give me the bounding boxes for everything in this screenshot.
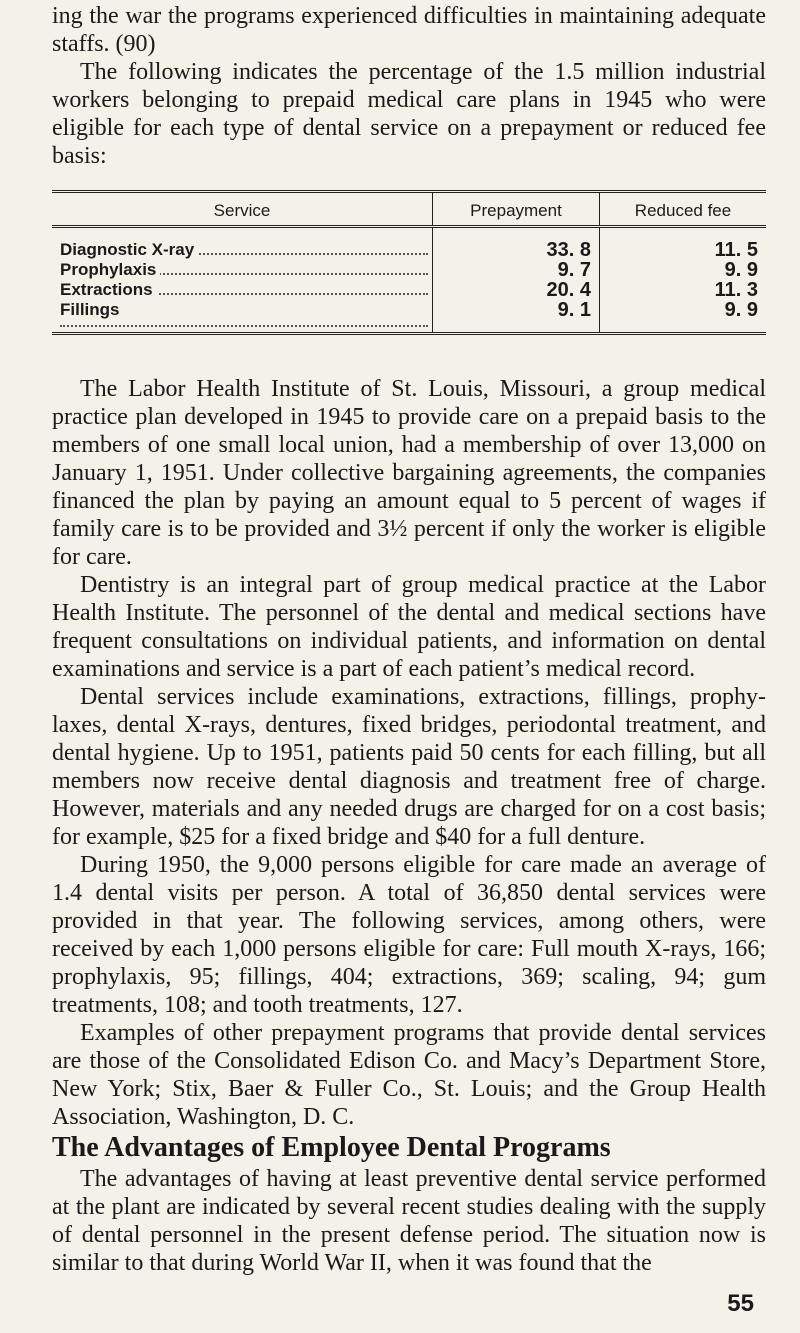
- table-row: [52, 300, 766, 334]
- header-reduced-fee: Reduced fee: [600, 192, 767, 227]
- row-prepayment-value: 33. 8: [433, 227, 600, 261]
- service-label: Fillings: [60, 300, 124, 319]
- header-prepayment: Prepayment: [433, 192, 600, 227]
- dental-service-table: [52, 190, 766, 335]
- section-heading: The Advantages of Employee Dental Programs: [52, 1132, 611, 1163]
- paragraph-dental-services: Dental services include examinations, extractions, fillings, prophylaxes, dental X-rays, dentures, fixed bridges, periodontal treatment, and dental hygiene. Up to 1951, patients paid 50 cents for each filling, but all members now receive dental diagnosis and treatment free of charge. However, materials and any needed drugs are charged for on a cost basis; for example, $25 for a fixed bridge and $40 for a full denture.: [52, 684, 766, 850]
- table-row: [52, 260, 766, 280]
- service-label: Extractions: [60, 280, 157, 299]
- row-reduced-value: 11. 5: [600, 227, 767, 261]
- paragraph-advantages: The advantages of having at least preventive dental service performed at the plant are indicated by several recent studies dealing with the supply of dental personnel in the present defense period. The situation now is similar to that during World War II, when it was found that the: [52, 1166, 766, 1276]
- row-service-name: [52, 227, 433, 261]
- paragraph-table-intro: The following indicates the percentage of the 1.5 million industrial workers belonging to prepaid medical care plans in 1945 who were eligible for each type of dental service on a prepayment or reduced fee basis:: [52, 59, 766, 169]
- row-reduced-value: 9. 9: [600, 300, 767, 334]
- row-prepayment-value: 9. 7: [433, 260, 600, 280]
- table-row: [52, 227, 766, 261]
- page-number: 55: [727, 1290, 754, 1317]
- row-service-name: [52, 280, 433, 300]
- paragraph-examples: Examples of other prepayment programs that provide dental services are those of the Consolidated Edison Co. and Macy’s Department Store, New York; Stix, Baer & Fuller Co., St. Louis; and the Group Health Association, Washington, D. C.: [52, 1020, 766, 1130]
- service-label: Diagnostic X-ray: [60, 240, 198, 259]
- service-label: Prophylaxis: [60, 260, 160, 279]
- header-service: Service: [52, 192, 433, 227]
- row-service-name: [52, 300, 433, 334]
- row-reduced-value: 9. 9: [600, 260, 767, 280]
- table-row: [52, 280, 766, 300]
- row-prepayment-value: 20. 4: [433, 280, 600, 300]
- table-header-row: [52, 192, 766, 227]
- paragraph-labor-health-institute: The Labor Health Institute of St. Louis, Missouri, a group medical practice plan developed in 1945 to provide care on a prepaid basis to the members of one small local union, had a membership of over 13,000 on January 1, 1951. Under collective bargaining agreements, the companies financed the plan by paying an amount equal to 5 percent of wages if family care is to be provided and 3½ percent if only the worker is eligible for care.: [52, 376, 766, 570]
- row-reduced-value: 11. 3: [600, 280, 767, 300]
- row-service-name: [52, 260, 433, 280]
- paragraph-continuation: ing the war the programs experienced difficulties in maintaining adequate staffs. (90): [52, 3, 766, 57]
- paragraph-dentistry: Dentistry is an integral part of group medical practice at the Labor Health Institute. The personnel of the dental and medical sections have frequent consultations on individual patients, and information on dental examinations and service is a part of each patient’s medical record.: [52, 572, 766, 682]
- paragraph-1950-statistics: During 1950, the 9,000 persons eligible for care made an average of 1.4 dental visits per person. A total of 36,850 dental services were provided in that year. The following services, among others, were received by each 1,000 persons eligible for care: Full mouth X-rays, 166; prophylaxis, 95; fillings, 404; extractions, 369; scaling, 94; gum treatments, 108; and tooth treatments, 127.: [52, 852, 766, 1018]
- row-prepayment-value: 9. 1: [433, 300, 600, 334]
